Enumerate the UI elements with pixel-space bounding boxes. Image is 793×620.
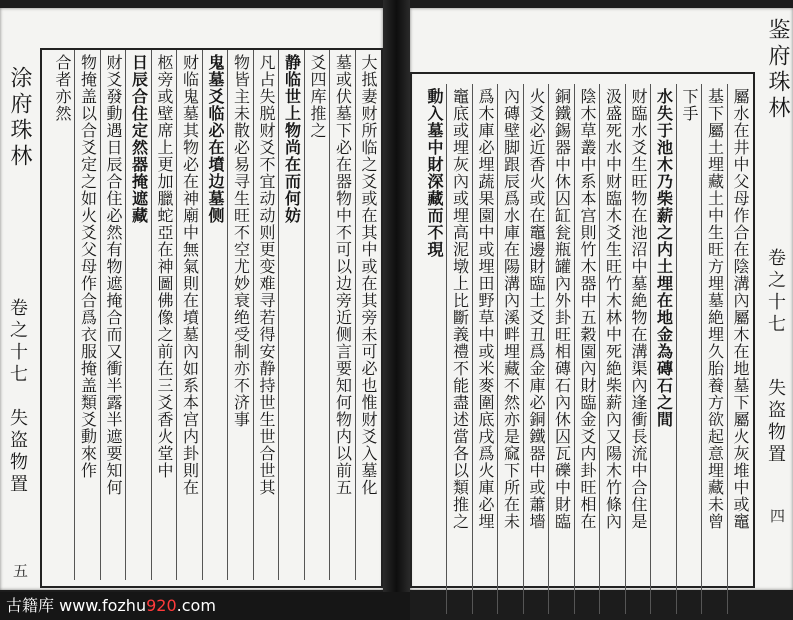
text-column: 柩旁或壁席上更加臘蛇亞在神圖佛像之前在三爻香火堂中 — [155, 54, 174, 479]
column-rule — [278, 50, 279, 580]
column-rule — [176, 50, 177, 580]
left-page-number: 五 — [11, 563, 29, 578]
column-heading: 動入墓中財深藏而不現 — [425, 88, 444, 258]
column-rule — [599, 84, 600, 614]
column-rule — [574, 84, 575, 614]
text-column: 火爻必近香火或在竈邊財臨土爻丑爲金庫必銅鐵器中或蕭墻 — [527, 88, 546, 530]
text-column: 汲盛死水中财臨木爻生旺竹木林中死絶柴薪內又陽木竹條內 — [603, 88, 623, 530]
left-margin-section: 失盗物置 — [7, 408, 28, 496]
column-rule — [253, 50, 254, 580]
column-heading: 日辰合住定然器掩遮藏 — [129, 54, 149, 224]
text-column: 物皆主未散必易寻生旺不空尤妙衰绝受制亦不济事 — [231, 54, 251, 428]
column-rule — [446, 84, 447, 614]
site-url-prefix: www.fozhu — [59, 596, 147, 615]
site-url-number: 920 — [146, 596, 177, 615]
text-column: 爲木庫必埋蔬果園中或埋田野草中或米麥圍底戌爲火庫必埋 — [476, 88, 495, 530]
column-rule — [625, 84, 626, 614]
text-column: 财臨水爻生旺物在池沼中墓絶物在溝渠內逢衝長流中合住是 — [629, 88, 648, 530]
column-rule — [100, 50, 101, 580]
text-column: 基下屬土埋藏土中生旺方埋墓絶埋久胎養方欲起意埋藏未曾 — [705, 88, 725, 530]
column-rule — [523, 84, 524, 614]
book-gutter — [383, 0, 410, 620]
site-url-suffix: .com — [176, 596, 216, 615]
text-column: 墓或伏墓下必在器物中不可以边旁近侧言要知何物内以前五 — [333, 54, 353, 496]
text-column: 财爻發動遇日辰合住必然有物遮掩合而又衝半露半遮要知何 — [104, 54, 123, 496]
right-page — [410, 8, 793, 590]
text-column: 陰木草叢中系本宫則竹木器中五穀園內財臨金爻内卦旺相在 — [578, 88, 597, 530]
text-column: 竈底或埋灰內或埋高泥墩上比斷義禮不能盡述當各以類推之 — [450, 88, 470, 530]
watermark-footer — [0, 592, 410, 620]
text-column: 爻四库推之 — [308, 54, 327, 139]
text-column: 物掩盖以合爻定之如火爻父母作合爲衣服掩盖類爻動來作 — [78, 54, 98, 479]
text-column: 屬水在井中父母作合在陰溝內屬木在地墓下屬火灰堆中或竈 — [731, 88, 750, 530]
right-page-number: 四 — [768, 508, 786, 523]
column-heading: 静临世上物尚在而何妨 — [282, 54, 302, 224]
column-rule — [329, 50, 330, 580]
column-rule — [548, 84, 549, 614]
column-rule — [304, 50, 305, 580]
column-rule — [151, 50, 152, 580]
column-rule — [74, 50, 75, 580]
right-margin-title: 鉴府珠林 — [765, 18, 790, 122]
text-column: 銅鐵錫器中休囚缸瓮瓶罐內外卦旺相磚石內休囚瓦礫中財臨 — [552, 88, 572, 530]
column-rule — [676, 84, 677, 614]
column-heading: 鬼墓爻临必在墳边墓侧 — [206, 54, 225, 224]
text-column: 合者亦然 — [53, 54, 72, 122]
right-margin-section: 失盗物置 — [765, 378, 786, 466]
left-margin-volume: 卷之十七 — [7, 298, 28, 386]
site-name: 古籍库 — [6, 596, 55, 615]
column-rule — [125, 50, 126, 580]
column-rule — [355, 50, 356, 580]
text-column: 下手 — [680, 88, 699, 122]
column-rule — [650, 84, 651, 614]
column-rule — [202, 50, 203, 580]
column-rule — [472, 84, 473, 614]
text-column: 财临鬼墓其物必在神廟中無氣則在墳墓內如系本宫内卦則在 — [180, 54, 200, 496]
text-column: 內磚壁脚跟辰爲水庫在陽溝內溪畔埋藏不然亦是窳下所在未 — [501, 88, 521, 530]
left-page — [0, 8, 383, 590]
text-column: 大抵妻财所临之爻或在其中或在其旁未可必也惟财爻入墓化 — [359, 54, 378, 496]
text-column: 凡占失脱财爻不宜动动则更变难寻若得安静持世生世合世其 — [257, 54, 276, 496]
column-rule — [497, 84, 498, 614]
right-margin-volume: 卷之十七 — [765, 248, 786, 336]
column-rule — [227, 50, 228, 580]
left-margin-title: 涂府珠林 — [7, 66, 32, 170]
column-heading: 水失于池木乃柴薪之内土埋在地金為磚石之間 — [654, 88, 674, 428]
column-rule — [727, 84, 728, 614]
column-rule — [701, 84, 702, 614]
